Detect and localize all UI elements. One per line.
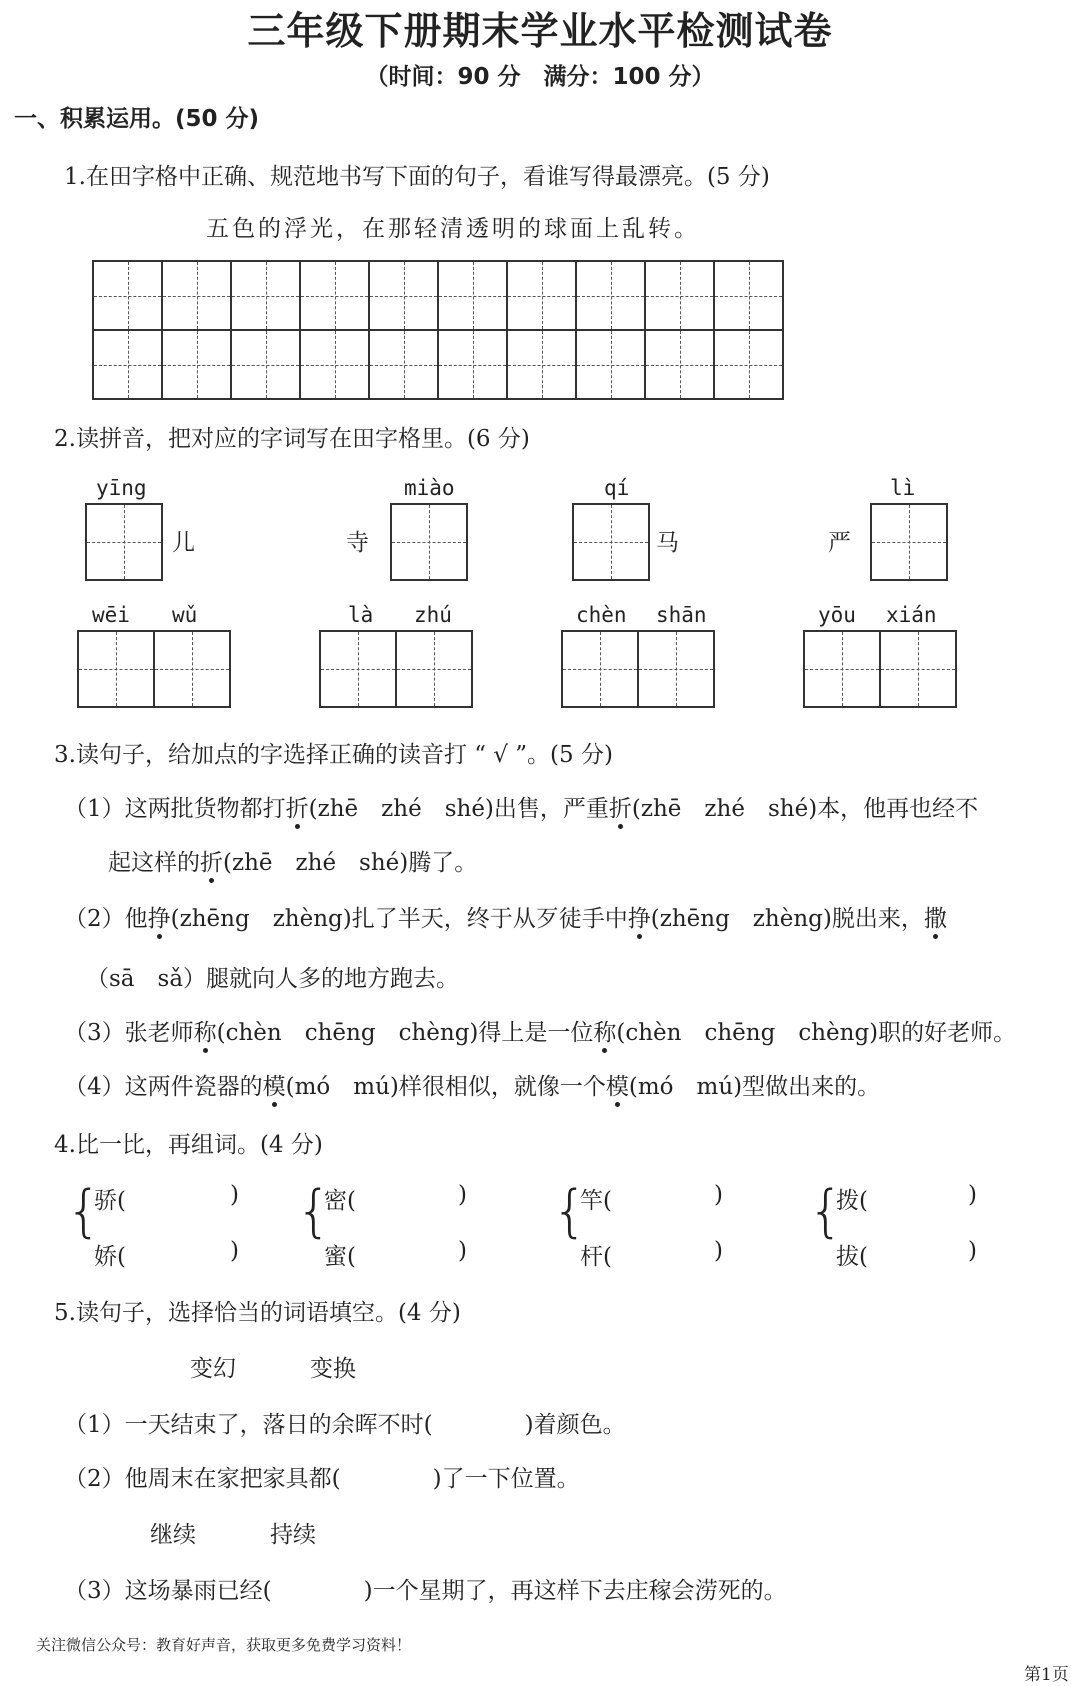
- compare-char: 拔(: [836, 1244, 868, 1270]
- compare-char: 竿(: [580, 1188, 612, 1214]
- tianzi-cell[interactable]: [299, 260, 370, 331]
- q3-sentence-1-cont: 起这样的折(zhē zhé shé)腾了。: [108, 844, 477, 877]
- exam-info: （时间：90 分 满分：100 分）: [365, 64, 715, 90]
- pinyin: lì: [890, 476, 916, 500]
- q3-sentence-4: （4）这两件瓷器的模(mó mú)样很相似，就像一个模(mó mú)型做出来的。: [64, 1068, 880, 1101]
- tianzi-cell[interactable]: [879, 630, 957, 708]
- close-paren[interactable]: ): [714, 1182, 723, 1208]
- dotted-char: 称: [194, 1014, 217, 1047]
- q2-prompt: 2.读拼音，把对应的字词写在田字格里。(6 分): [54, 426, 530, 452]
- word-option: 继续: [150, 1522, 196, 1548]
- tianzi-cell[interactable]: [395, 630, 473, 708]
- tianzi-cell[interactable]: [870, 503, 948, 581]
- tianzi-cell[interactable]: [575, 329, 646, 400]
- reading-options[interactable]: (chèn chēng chèng)得上是一位: [216, 1020, 594, 1046]
- pinyin: xián: [886, 603, 937, 627]
- footer-note: 关注微信公众号：教育好声音，获取更多免费学习资料！: [36, 1636, 412, 1654]
- q1-prompt: 1.在田字格中正确、规范地书写下面的句子，看谁写得最漂亮。(5 分): [64, 164, 770, 190]
- reading-options[interactable]: (mó mú)样很相似，就像一个: [285, 1074, 606, 1100]
- q3-sentence-2: （2）他挣(zhēng zhèng)扎了半天，终于从歹徒手中挣(zhēng zhèng)脱出来，撒: [64, 900, 947, 933]
- tianzi-cell[interactable]: [572, 503, 650, 581]
- brace-icon: {: [296, 1179, 332, 1244]
- tianzi-cell[interactable]: [77, 630, 155, 708]
- given-char: 儿: [172, 530, 195, 556]
- q3-sentence-3: （3）张老师称(chèn chēng chèng)得上是一位称(chèn chēng chèng)职的好老师。: [64, 1014, 1016, 1047]
- brace-icon: {: [552, 1179, 588, 1244]
- dotted-char: 模: [263, 1068, 286, 1101]
- compare-char: 拨(: [836, 1188, 868, 1214]
- reading-options[interactable]: (zhēng zhèng)脱出来，: [650, 906, 924, 932]
- dotted-char: 称: [593, 1014, 616, 1047]
- tianzi-cell[interactable]: [390, 503, 468, 581]
- dotted-char: 挣: [148, 900, 171, 933]
- pinyin: wēi: [92, 603, 130, 627]
- page-title: 三年级下册期末学业水平检测试卷: [247, 9, 833, 53]
- word-option: 变幻: [190, 1356, 236, 1382]
- pinyin: chèn: [576, 603, 627, 627]
- compare-char: 密(: [324, 1188, 356, 1214]
- close-paren[interactable]: ): [968, 1238, 977, 1264]
- reading-options[interactable]: (zhē zhé shé)出售，严重: [308, 796, 609, 822]
- pinyin: miào: [404, 476, 455, 500]
- compare-char: 娇(: [94, 1244, 126, 1270]
- brace-icon: {: [66, 1179, 102, 1244]
- q5-sentence-1[interactable]: （1）一天结束了，落日的余晖不时( )着颜色。: [64, 1412, 626, 1438]
- reading-options[interactable]: (zhēng zhèng)扎了半天，终于从歹徒手中: [170, 906, 628, 932]
- tianzi-cell[interactable]: [561, 630, 639, 708]
- pinyin: zhú: [414, 603, 452, 627]
- pinyin: yīng: [96, 476, 147, 500]
- brace-icon: {: [808, 1179, 844, 1244]
- q4-prompt: 4.比一比，再组词。(4 分): [54, 1132, 323, 1158]
- close-paren[interactable]: ): [714, 1238, 723, 1264]
- tianzi-cell[interactable]: [319, 630, 397, 708]
- pinyin: qí: [604, 476, 630, 500]
- reading-options[interactable]: (zhē zhé shé)腾了。: [223, 850, 478, 876]
- close-paren[interactable]: ): [458, 1238, 467, 1264]
- pinyin: là: [348, 603, 374, 627]
- tianzi-cell[interactable]: [368, 329, 439, 400]
- word-option: 持续: [270, 1522, 316, 1548]
- tianzi-cell[interactable]: [85, 503, 163, 581]
- given-char: 马: [656, 530, 679, 556]
- compare-char: 蜜(: [324, 1244, 356, 1270]
- reading-options[interactable]: (mó mú)型做出来的。: [628, 1074, 881, 1100]
- dotted-char: 撒: [924, 900, 947, 933]
- page-number: 第1页: [1024, 1665, 1069, 1685]
- q5-prompt: 5.读句子，选择恰当的词语填空。(4 分): [54, 1300, 461, 1326]
- tianzi-cell[interactable]: [713, 260, 784, 331]
- close-paren[interactable]: ): [230, 1182, 239, 1208]
- dotted-char: 折: [286, 790, 309, 823]
- tianzi-cell[interactable]: [803, 630, 881, 708]
- tianzi-cell[interactable]: [161, 260, 232, 331]
- tianzi-cell[interactable]: [153, 630, 231, 708]
- q3-sentence-2-cont[interactable]: （sā sǎ）腿就向人多的地方跑去。: [86, 966, 460, 992]
- section-1-title: 一、积累运用。(50 分): [14, 106, 260, 132]
- given-char: 严: [828, 530, 851, 556]
- reading-options[interactable]: (chèn chēng chèng)职的好老师。: [616, 1020, 1017, 1046]
- tianzi-cell[interactable]: [637, 630, 715, 708]
- dotted-char: 折: [200, 844, 223, 877]
- given-char: 寺: [346, 530, 369, 556]
- word-option: 变换: [310, 1356, 356, 1382]
- dotted-char: 折: [609, 790, 632, 823]
- dotted-char: 模: [606, 1068, 629, 1101]
- pinyin: shān: [656, 603, 707, 627]
- tianzi-cell[interactable]: [644, 329, 715, 400]
- tianzi-cell[interactable]: [368, 260, 439, 331]
- tianzi-cell[interactable]: [161, 329, 232, 400]
- q3-sentence-1: （1）这两批货物都打折(zhē zhé shé)出售，严重折(zhē zhé shé)本，他再也经不: [64, 790, 978, 823]
- tianzi-cell[interactable]: [299, 329, 370, 400]
- q3-prompt: 3.读句子，给加点的字选择正确的读音打 “ √ ”。(5 分): [54, 742, 613, 768]
- compare-char: 杆(: [580, 1244, 612, 1270]
- tianzi-cell[interactable]: [644, 260, 715, 331]
- reading-options[interactable]: (zhē zhé shé)本，他再也经不: [631, 796, 979, 822]
- tianzi-cell[interactable]: [92, 260, 163, 331]
- pinyin: yōu: [818, 603, 856, 627]
- tianzi-cell[interactable]: [230, 260, 301, 331]
- dotted-char: 挣: [628, 900, 651, 933]
- pinyin: wǔ: [172, 603, 198, 627]
- tianzi-cell[interactable]: [575, 260, 646, 331]
- tianzi-cell[interactable]: [506, 329, 577, 400]
- tianzi-cell[interactable]: [92, 329, 163, 400]
- q5-sentence-3[interactable]: （3）这场暴雨已经( )一个星期了，再这样下去庄稼会涝死的。: [64, 1578, 787, 1604]
- q5-sentence-2[interactable]: （2）他周末在家把家具都( )了一下位置。: [64, 1466, 580, 1492]
- close-paren[interactable]: ): [458, 1182, 467, 1208]
- close-paren[interactable]: ): [968, 1182, 977, 1208]
- tianzi-cell[interactable]: [437, 329, 508, 400]
- compare-char: 骄(: [94, 1188, 126, 1214]
- q1-sentence: 五色的浮光，在那轻清透明的球面上乱转。: [206, 216, 700, 242]
- tianzi-cell[interactable]: [230, 329, 301, 400]
- close-paren[interactable]: ): [230, 1238, 239, 1264]
- tianzi-cell[interactable]: [506, 260, 577, 331]
- tianzi-cell[interactable]: [437, 260, 508, 331]
- tianzi-cell[interactable]: [713, 329, 784, 400]
